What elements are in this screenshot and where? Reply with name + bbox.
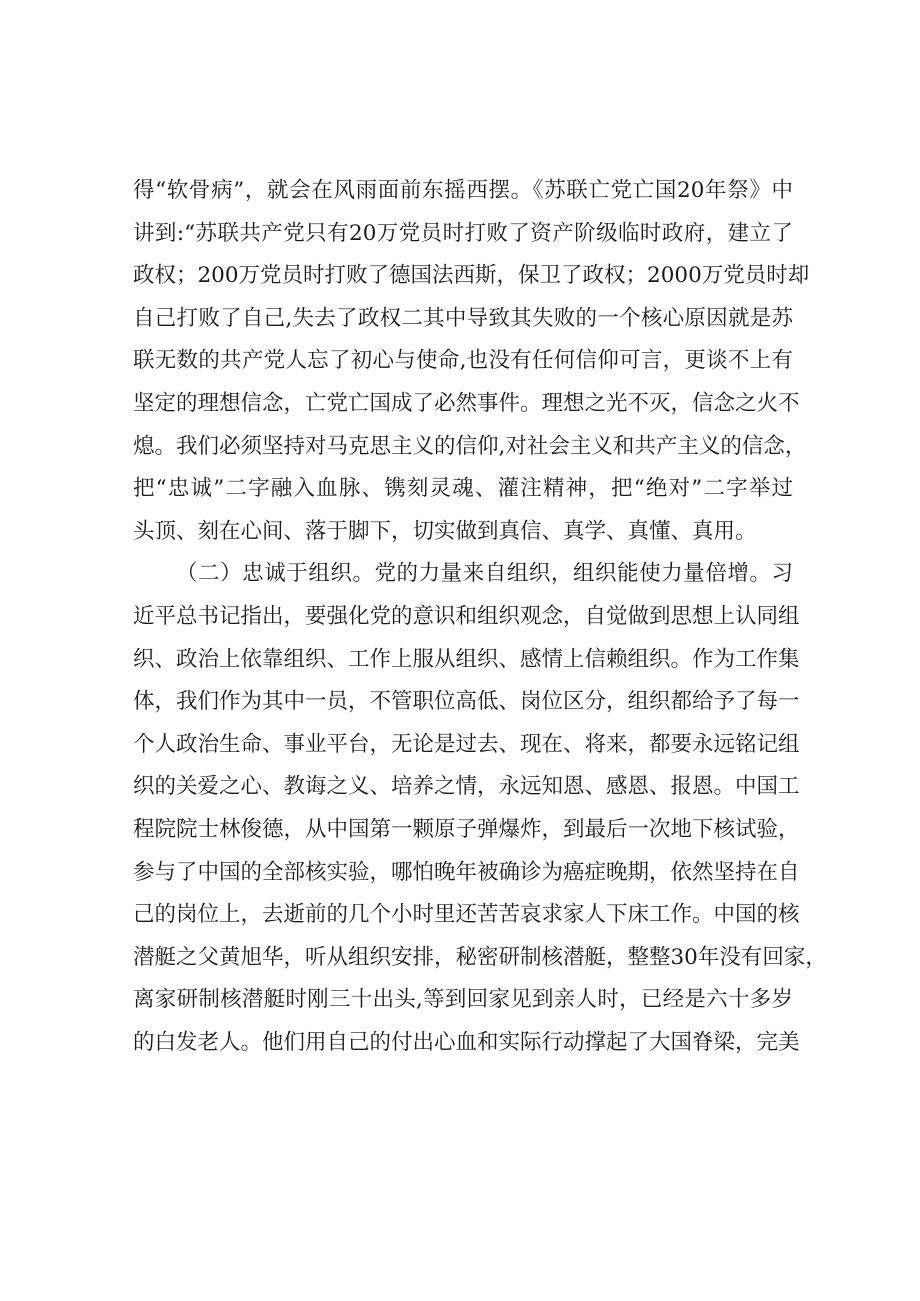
paragraph-line: 潜艇之父黄旭华，听从组织安排，秘密研制核潜艇，整整30年没有回家，: [133, 944, 827, 970]
paragraph-line: 个人政治生命、事业平台，无论是过去、现在、将来，都要永远铭记组: [133, 731, 800, 757]
paragraph-line: 近平总书记指出，要强化党的意识和组织观念，自觉做到思想上认同组: [133, 603, 800, 629]
paragraph-line: （二）忠诚于组织。党的力量来自组织，组织能使力量倍增。习: [176, 561, 793, 587]
paragraph-line: 头顶、刻在心间、落于脚下，切实做到真信、真学、真懂、真用。: [133, 518, 757, 544]
paragraph-line: 程院院士林俊德，从中国第一颗原子弹爆炸，到最后一次地下核试验，: [133, 816, 800, 842]
paragraph-line: 的白发老人。他们用自己的付出心血和实际行动撑起了大国脊梁，完美: [133, 1029, 800, 1055]
paragraph-line: 坚定的理想信念，亡党亡国成了必然事件。理想之光不灭，信念之火不: [133, 390, 800, 416]
document-body: [133, 170, 827, 1064]
paragraph-line: 讲到:“苏联共产党只有20万党员时打败了资产阶级临时政府，建立了: [133, 220, 793, 246]
paragraph-line: 己的岗位上，去逝前的几个小时里还苦苦哀求家人下床工作。中国的核: [133, 902, 800, 928]
paragraph-line: 织的关爱之心、教诲之义、培养之情，永远知恩、感恩、报恩。中国工: [133, 774, 800, 800]
paragraph-line: 自己打败了自己,失去了政权二其中导致其失败的一个核心原因就是苏: [133, 305, 793, 331]
paragraph-line: 参与了中国的全部核实验，哪怕晚年被确诊为癌症晚期，依然坚持在自: [133, 859, 800, 885]
paragraph-line: 联无数的共产党人忘了初心与使命,也没有任何信仰可言，更谈不上有: [133, 348, 793, 374]
paragraph-line: 熄。我们必须坚持对马克思主义的信仰,对社会主义和共产主义的信念，: [133, 433, 807, 459]
paragraph-line: 体，我们作为其中一员，不管职位高低、岗位区分，组织都给予了每一: [133, 689, 800, 715]
paragraph-1: [133, 170, 810, 553]
paragraph-line: 把“忠诚”二字融入血脉、镌刻灵魂、灌注精神，把“绝对”二字举过: [133, 476, 793, 502]
paragraph-line: 离家研制核潜艇时刚三十出头,等到回家见到亲人时，已经是六十多岁: [133, 987, 793, 1013]
paragraph-line: 织、政治上依靠组织、工作上服从组织、感情上信赖组织。作为工作集: [133, 646, 800, 672]
paragraph-2: [133, 553, 827, 1064]
paragraph-line: 政权；200万党员时打败了德国法西斯，保卫了政权；2000万党员时却: [133, 263, 810, 289]
paragraph-line: 得“软骨病”，就会在风雨面前东摇西摆。《苏联亡党亡国20年祭》中: [133, 178, 793, 203]
